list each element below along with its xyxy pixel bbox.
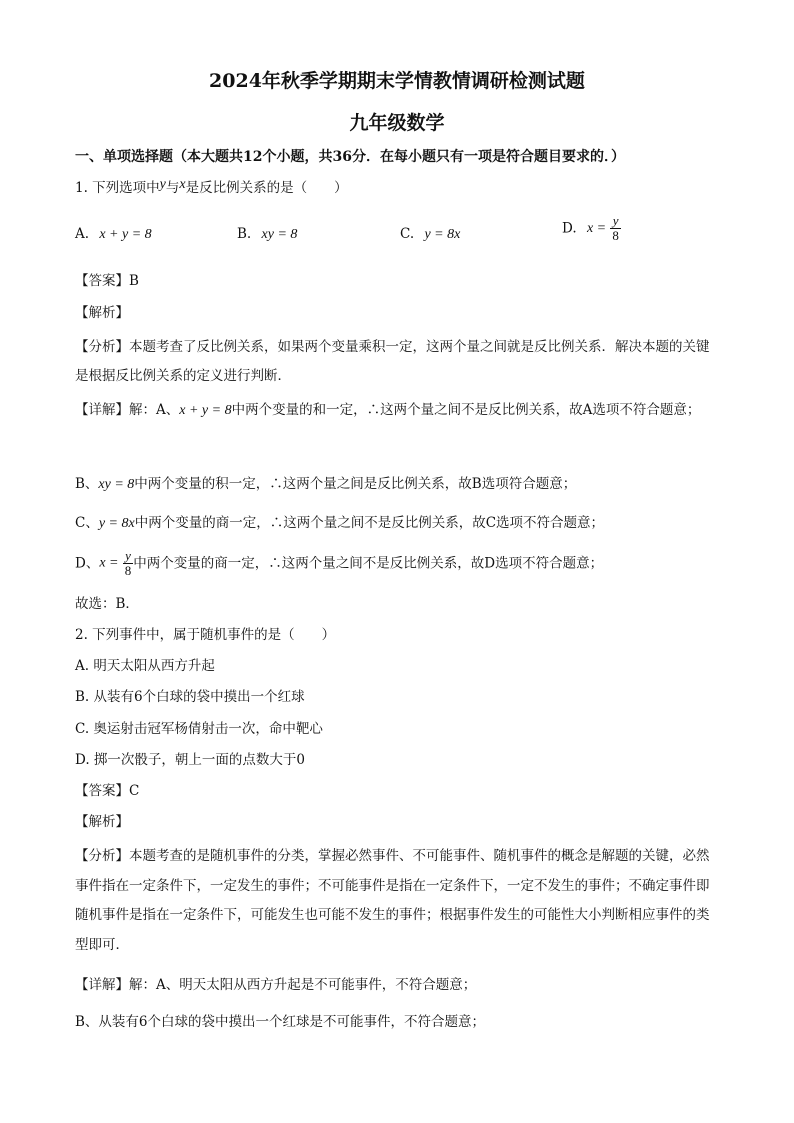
q1-answer: 【答案】B [75, 273, 139, 289]
detail-text: 中两个变量的和一定，∴这两个量之间不是反比例关系，故A选项不符合题意； [231, 402, 701, 418]
q1-detail-b [75, 474, 576, 495]
detail-math: y = 8x [98, 516, 135, 531]
option-math: x + y = 8 [99, 227, 152, 242]
q2-option-b: B. 从装有6个白球的袋中摸出一个红球 [75, 689, 305, 705]
page-title: 2024年秋季学期期末学情教情调研检测试题 [209, 70, 585, 92]
detail-prefix: D、 [75, 555, 100, 572]
option-math: xy = 8 [261, 227, 298, 242]
q1-analysis-label: 【解析】 [75, 305, 129, 321]
q2-option-c: C. 奥运射击冠军杨倩射击一次，命中靶心 [75, 721, 323, 737]
option-label: B. [237, 226, 252, 242]
q1-stem-part: 是反比例关系的是（ ） [185, 180, 348, 196]
q2-answer: 【答案】C [75, 783, 140, 799]
q1-option-d [562, 214, 621, 243]
q1-stem-part: 与 [165, 180, 180, 196]
q1-stem [75, 178, 348, 199]
q1-conclusion: 故选：B． [75, 596, 139, 612]
option-math: x = [586, 220, 607, 236]
detail-prefix: B、 [75, 476, 99, 492]
q2-detail-b: B、从装有6个白球的袋中摸出一个红球是不可能事件，不符合题意； [75, 1014, 486, 1030]
q1-option-c [400, 224, 460, 245]
q2-option-d: D. 掷一次骰子，朝上一面的点数大于0 [75, 752, 306, 768]
q1-detail-c [75, 513, 604, 534]
detail-math: xy = 8 [98, 477, 135, 492]
option-label: A. [75, 226, 90, 242]
option-label: D. [562, 220, 577, 237]
q1-stem-part: 1. 下列选项中 [75, 180, 160, 196]
fraction-denominator: 8 [612, 228, 619, 243]
q2-option-a: A. 明天太阳从西方升起 [75, 658, 215, 674]
q1-detail-d [75, 549, 603, 578]
q1-stem-var-y: y [159, 177, 166, 192]
q1-option-a [75, 224, 152, 245]
q1-option-b [237, 224, 297, 245]
option-label: C. [400, 226, 415, 242]
detail-math: x + y = 8 [179, 403, 232, 418]
section-heading: 一、单项选择题（本大题共12个小题，共36分．在每小题只有一项是符合题目要求的．） [75, 149, 625, 165]
q1-detail-a [75, 400, 700, 421]
detail-math: x = [99, 555, 119, 571]
fraction [123, 549, 134, 578]
fraction-numerator: y [125, 548, 131, 563]
q2-stem: 2. 下列事件中，属于随机事件的是（ ） [75, 627, 336, 643]
q2-fenxi: 【分析】本题考查的是随机事件的分类，掌握必然事件、不可能事件、随机事件的概念是解题的关键，必然事件指在一定条件下，一定发生的事件；不可能事件是指在一定条件下，一定不发生的事件；不确定事件即随机事件是指在一定条件下，可能发生也可能不发生的事件；根据事件发生的可能性大小判断相应事件的类型即可． [75, 848, 710, 953]
fraction-numerator: y [612, 213, 619, 228]
fraction [610, 214, 621, 243]
page-subtitle: 九年级数学 [349, 112, 445, 134]
q2-detail-a: 【详解】解：A、明天太阳从西方升起是不可能事件，不符合题意； [75, 977, 477, 993]
fraction-denominator: 8 [124, 563, 132, 578]
detail-text: 中两个变量的积一定，∴这两个量之间是反比例关系，故B选项符合题意； [134, 476, 577, 492]
q1-fenxi: 【分析】本题考查了反比例关系，如果两个变量乘积一定，这两个量之间就是反比例关系．解决本题的关键是根据反比例关系的定义进行判断． [75, 339, 710, 384]
q2-analysis-label: 【解析】 [75, 814, 129, 830]
detail-prefix: 【详解】解：A、 [75, 402, 180, 418]
detail-prefix: C、 [75, 515, 99, 531]
detail-text: 中两个变量的商一定，∴这两个量之间不是反比例关系，故D选项不符合题意； [133, 555, 604, 572]
detail-text: 中两个变量的商一定，∴这两个量之间不是反比例关系，故C选项不符合题意； [134, 515, 605, 531]
option-math: y = 8x [424, 227, 461, 242]
q1-stem-var-x: x [179, 177, 186, 192]
